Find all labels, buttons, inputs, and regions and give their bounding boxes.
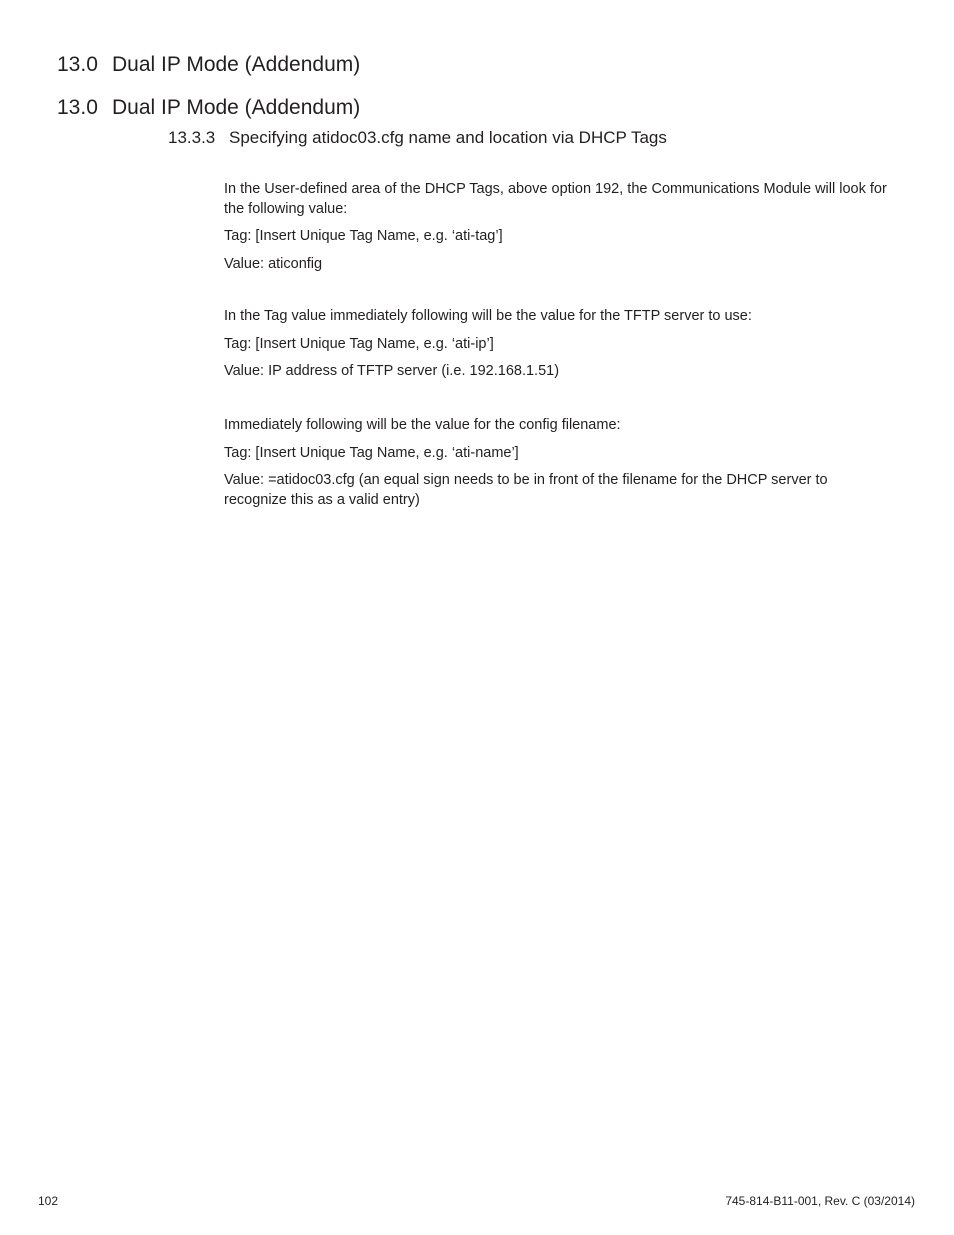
subsection-title: Specifying atidoc03.cfg name and location via DHCP Tags xyxy=(229,128,667,147)
section-config-filename-tag xyxy=(224,416,894,518)
value-line: Value: =atidoc03.cfg (an equal sign needs to be in front of the filename for the DHCP server to recognize this as a valid entry) xyxy=(224,472,828,508)
paragraph: Immediately following will be the value for the config filename: xyxy=(224,417,621,433)
section-user-defined-tag xyxy=(224,180,894,282)
value-line: Value: IP address of TFTP server (i.e. 192.168.1.51) xyxy=(224,363,560,379)
subsection-number: 13.3.3 xyxy=(168,128,216,147)
tag-line: Tag: [Insert Unique Tag Name, e.g. ‘ati-name’] xyxy=(224,444,519,461)
page-number: 102 xyxy=(38,1194,59,1208)
section-heading-2 xyxy=(57,95,360,121)
value-line: Value: aticonfig xyxy=(224,255,323,272)
section-title: Dual IP Mode (Addendum) xyxy=(112,96,361,119)
section-heading-1 xyxy=(57,52,360,78)
section-title: Dual IP Mode (Addendum) xyxy=(112,53,361,76)
tag-line: Tag: [Insert Unique Tag Name, e.g. ‘ati-tag’] xyxy=(224,228,503,244)
subsection-heading xyxy=(168,127,667,149)
document-id: 745-814-B11-001, Rev. C (03/2014) xyxy=(725,1194,915,1208)
paragraph: In the User-defined area of the DHCP Tags, above option 192, the Communications Module will look for the following value: xyxy=(224,181,887,217)
paragraph: In the Tag value immediately following will be the value for the TFTP server to use: xyxy=(224,308,752,324)
section-tftp-server-tag xyxy=(224,307,894,390)
section-number: 13.0 xyxy=(57,53,98,76)
tag-line: Tag: [Insert Unique Tag Name, e.g. ‘ati-ip’] xyxy=(224,335,494,352)
section-number: 13.0 xyxy=(57,96,98,119)
